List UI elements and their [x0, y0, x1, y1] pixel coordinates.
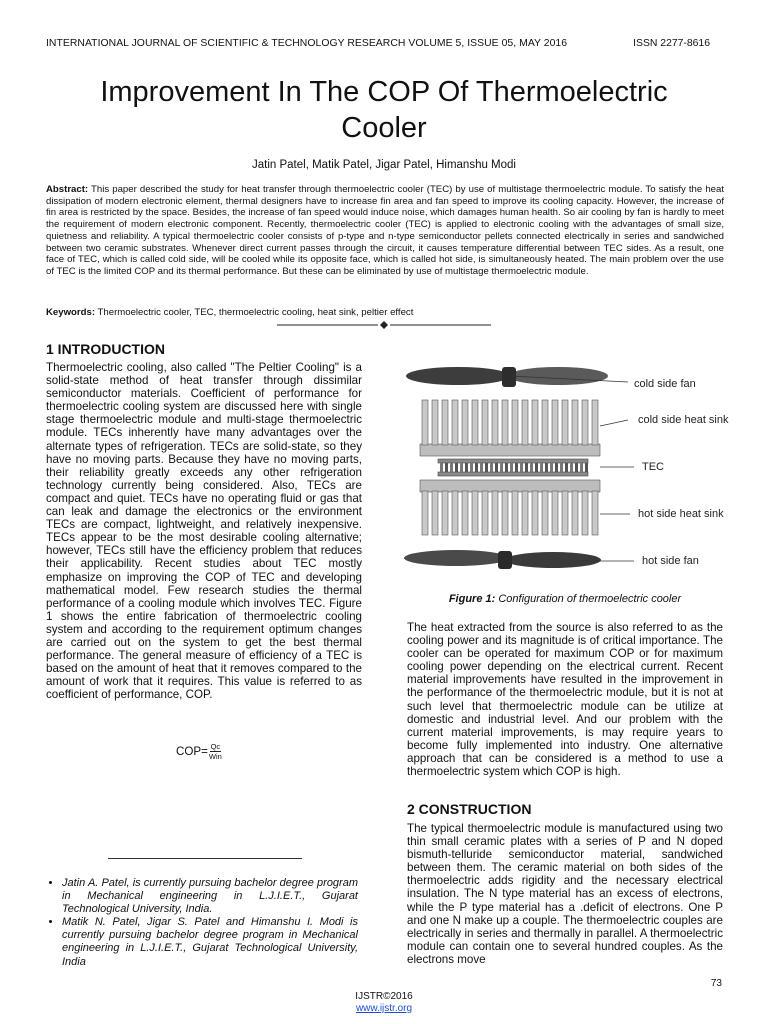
cop-formula — [176, 742, 222, 761]
footer-copyright: IJSTR©2016 — [355, 991, 413, 1002]
authors: Jatin Patel, Matik Patel, Jigar Patel, Himanshu Modi — [252, 159, 516, 171]
cop-numerator: Qc — [210, 742, 221, 751]
cop-denominator: Win — [208, 752, 222, 761]
label-hot-side-heat-sink: hot side heat sink — [638, 508, 724, 520]
label-cold-side-fan: cold side fan — [634, 378, 696, 390]
paper-title-line2: Cooler — [341, 112, 427, 144]
abstract-label: Abstract: — [46, 184, 89, 195]
keywords-text: Thermoelectric cooler, TEC, thermoelectric cooling, heat sink, peltier effect — [95, 307, 414, 318]
footnote-rule — [108, 858, 302, 859]
cooling-power-paragraph: The heat extracted from the source is also referred to as the cooling power and its magnitude is of critical importance. The cooler can be operated for maximum COP or for maximum cooling power depending on the electrical current. Recent material improvements have resulted in the improvement in the performance of the thermoelectric module, but it is not at such level that thermoelectric module can be utilize at domestic and industrial level. And our problem with the current material improvements, is may require years to become fully implemented into industry. One alternative approach that can be considered is a method to use a thermoelectric system which COP is high. — [407, 621, 723, 779]
cold-sink-graphic — [420, 400, 600, 456]
tec-configuration-figure — [398, 356, 764, 584]
tec-diagram — [398, 356, 764, 584]
intro-text: Thermoelectric cooling, also called "The Peltier Cooling" is a solid-state method of heat transfer through dissimilar semiconductor materials. Coefficient of performance for thermoelectric cooling system are discussed here with single stage thermoelectric module and multi-stage thermoelectric module. TECs inherently have many advantages over the alternate types of refrigeration. TECs are solid-state, so they have no moving parts. Because they have no moving parts, their reliability greatly exceeds any other refrigeration technology currently being considered. Also, TECs are compact and quiet. TECs have no operating fluid or gas that can leak and damage the electronics or the environment TECs are compact, lightweight, and relatively inexpensive. TECs appear to be the most desirable cooling alternative; however, TECs still have the efficiency problem that reduces their applicability. Recent studies about TEC mostly emphasize on improving the COP of TEC and developing mathematical model. Few research studies the thermal performance of a cooling module which involves TEC. Figure 1 shows the entire fabrication of thermoelectric cooling system and according to the requirement optimum changes are carried out on the system to get the best thermal performance. The general measure of efficiency of a TEC is based on the amount of heat that it removes compared to the amount of work that it requires. This value is referred to as coefficient of performance, COP. — [46, 361, 362, 702]
footnote-item: • Jatin A. Patel, is currently pursuing bachelor degree program in Mechanical engineering in L.J.I.E.T., Gujarat Technological University, India. — [62, 877, 358, 916]
cold-fan-graphic — [406, 367, 628, 387]
cop-fraction — [209, 742, 222, 761]
paper-title-line1: Improvement In The COP Of Thermoelectric — [100, 76, 668, 108]
page-number: 73 — [710, 978, 722, 989]
footer-link[interactable]: www.ijstr.org — [355, 1003, 413, 1014]
hot-sink-graphic — [420, 480, 600, 535]
label-tec: TEC — [642, 461, 664, 473]
footnote-item: • Matik N. Patel, Jigar S. Patel and Himanshu I. Modi is currently pursuing bachelor degree program in Mechanical engineering in L.J.I.E.T., Gujarat Technological University, India — [62, 916, 358, 968]
section-divider — [277, 318, 491, 330]
caption-text: Configuration of thermoelectric cooler — [495, 593, 682, 605]
divider-diamond — [277, 319, 491, 331]
label-hot-side-fan: hot side fan — [642, 555, 699, 567]
caption-label: Figure 1: — [448, 593, 496, 605]
abstract — [46, 184, 724, 278]
cop-lhs: COP= — [176, 745, 208, 758]
hot-fan-graphic — [404, 550, 634, 569]
author-footnotes — [46, 877, 358, 969]
label-cold-side-heat-sink: cold side heat sink — [638, 414, 729, 426]
construction-text: The typical thermoelectric module is manufactured using two thin small ceramic plates with a series of P and N doped bismuth-telluride semiconductor material, sandwiched between them. The ceramic material on both sides of the thermoelectric adds rigidity and the necessary electrical insulation. The N type material has an excess of electrons, while the P type material has a .deficit of electrons. One P and one N make up a couple. The thermoelectric couples are electrically in series and thermally in parallel. A thermoelectric module can contain one to several hundred couples. As the electrons move — [407, 822, 723, 966]
keywords — [46, 307, 724, 318]
intro-heading: 1 INTRODUCTION — [46, 341, 165, 357]
keywords-label: Keywords: — [46, 307, 96, 318]
issn: ISSN 2277-8616 — [633, 38, 710, 49]
journal-header: INTERNATIONAL JOURNAL OF SCIENTIFIC & TECHNOLOGY RESEARCH VOLUME 5, ISSUE 05, MAY 2016 — [46, 38, 568, 49]
tec-module-graphic — [438, 459, 588, 476]
abstract-text: This paper described the study for heat transfer through thermoelectric cooler (TEC) by use of multistage thermoelectric module. To satisfy the heat dissipation of modern electronic element, thermal designers have to increase fin area and fan speed to improve its cooling capacity. However, the increase of fin area is restricted by the space. Besides, the increase of fan speed would induce noise, which damages human health. So air cooling by fan is hardly to meet the requirement of modern electronic component. Recently, thermoelectric cooler (TEC) is applied to electronic cooling with the advantages of small size, quietness and reliability. A typical thermoelectric cooler consists of p-type and n-type semiconductor pellets connected electrically in series and sandwiched between two ceramic substrates. Whenever direct current passes through the circuit, it causes temperature differential between TEC sides. As a result, one face of TEC, which is called cold side, will be cooled while its opposite face, which is called hot side, is simultaneously heated. The main problem over the use of TEC is the limited COP and its thermal performance. But these can be eliminated by use of multistage thermoelectric module. — [46, 184, 724, 277]
construction-heading: 2 CONSTRUCTION — [407, 801, 532, 817]
figure-caption — [407, 593, 723, 605]
paper-title — [40, 74, 728, 146]
